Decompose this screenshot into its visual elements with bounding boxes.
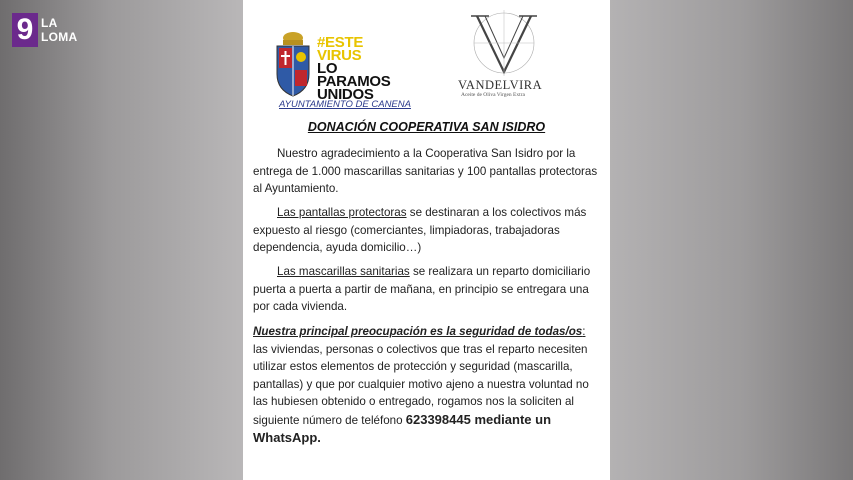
paragraph-4-colon: : [582, 325, 586, 338]
slogan-line1: #ESTE [317, 34, 364, 51]
channel-name-line2: LOMA [41, 30, 78, 44]
header-logos [273, 8, 573, 118]
channel-name-line1: LA [41, 16, 58, 30]
slogan-line3: LO [317, 60, 338, 77]
slogan-line2: VIRUS [317, 47, 362, 64]
ayuntamiento-caption: AYUNTAMIENTO DE CANENA [279, 99, 411, 110]
slogan [317, 36, 417, 101]
document-page [243, 0, 610, 480]
coat-of-arms-icon [275, 30, 311, 100]
brand-name: VANDELVIRA [458, 78, 543, 92]
document-title: DONACIÓN COOPERATIVA SAN ISIDRO [307, 120, 546, 134]
background-left [0, 0, 243, 480]
background-right [609, 0, 853, 480]
paragraph-4-text: las viviendas, personas o colectivos que tras el reparto necesiten utilizar estos elementos de protección y seguridad (mascarilla, pantallas) y que por cualquier motivo ajeno a nuestra voluntad no las hubiesen obtenido o entregado, rogamos nos la soliciten al siguiente número de teléfono [253, 342, 589, 427]
paragraph-2-text: se destinaran a los colectivos más expuesto al riesgo (comerciantes, limpiadoras, trabajadoras dependencia, ayuda domicilio…) [253, 206, 587, 254]
paragraph-3-text: se realizara un reparto domiciliario puerta a puerta a partir de mañana, en principio se entregara una por cada vivienda. [253, 265, 591, 313]
brand-subtitle: Aceite de Oliva Virgen Extra [461, 92, 525, 98]
paragraph-3-label: Las mascarillas sanitarias [277, 265, 410, 278]
channel-logo [12, 13, 78, 47]
paragraph-3 [253, 263, 598, 316]
phone-number: 623398445 mediante un WhatsApp. [253, 411, 552, 445]
slogan-line5: UNIDOS [317, 86, 374, 103]
paragraph-2 [253, 204, 598, 257]
channel-number: 9 [12, 13, 38, 47]
vandelvira-v-logo-icon [469, 10, 539, 76]
slogan-line4: PARAMOS [317, 73, 391, 90]
channel-name [41, 16, 78, 44]
paragraph-4-label: Nuestra principal preocupación es la seguridad de todas/os [253, 325, 583, 338]
paragraph-1-text: Nuestro agradecimiento a la Cooperativa San Isidro por la entrega de 1.000 mascarillas sanitarias y 100 pantallas protectoras al Ayuntamiento. [253, 147, 598, 195]
paragraph-4 [253, 323, 598, 448]
paragraph-2-label: Las pantallas protectoras [277, 206, 407, 219]
paragraph-1 [253, 145, 598, 198]
